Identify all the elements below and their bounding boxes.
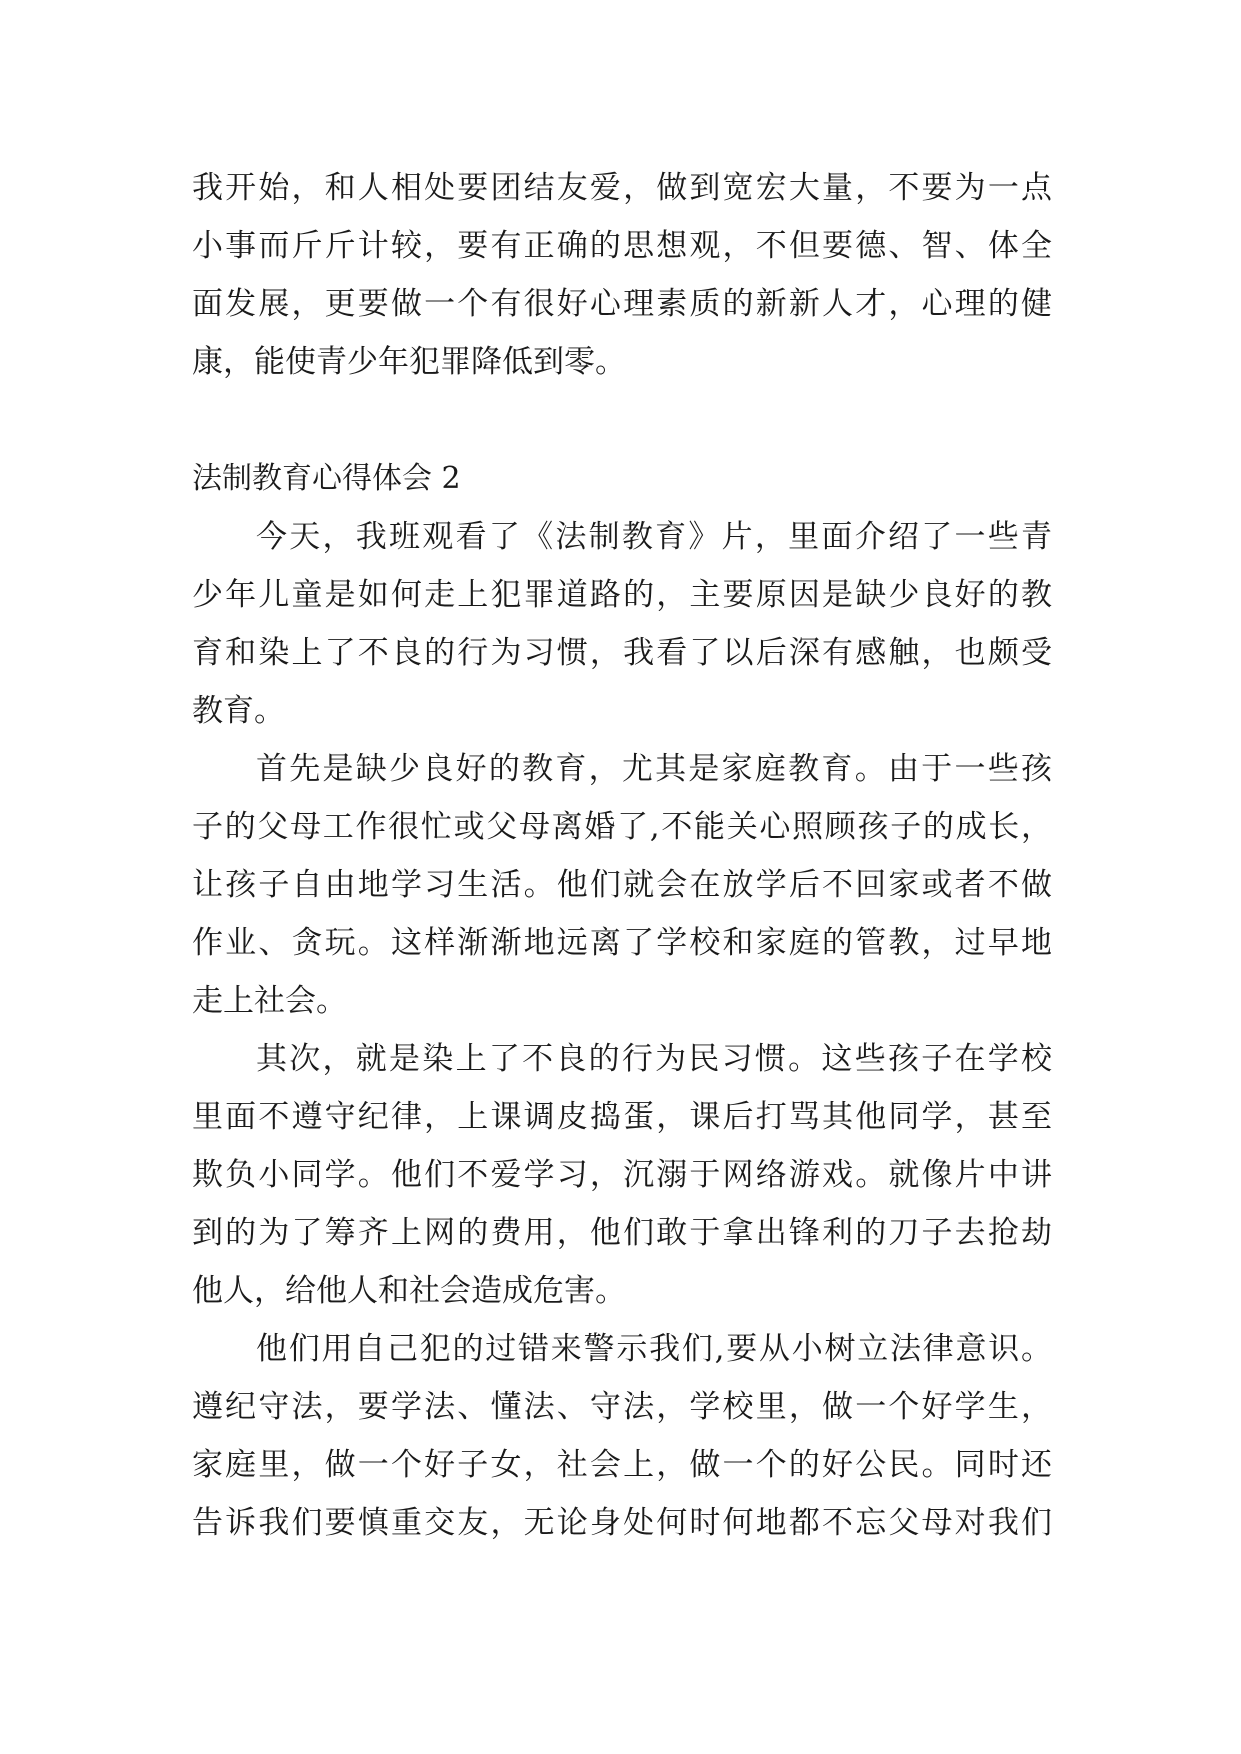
text-line: 遵纪守法，要学法、懂法、守法，学校里，做一个好学生， bbox=[192, 1389, 1052, 1425]
section-heading: 法制教育心得体会 2 bbox=[192, 461, 461, 496]
text-line: 其次，就是染上了不良的行为民习惯。这些孩子在学校 bbox=[256, 1041, 1052, 1077]
text-line: 作业、贪玩。这样渐渐地远离了学校和家庭的管教，过早地 bbox=[192, 925, 1052, 961]
text-line: 小事而斤斤计较，要有正确的思想观，不但要德、智、体全 bbox=[192, 228, 1052, 264]
text-line: 我开始，和人相处要团结友爱，做到宽宏大量，不要为一点 bbox=[192, 170, 1052, 206]
text-line: 欺负小同学。他们不爱学习，沉溺于网络游戏。就像片中讲 bbox=[192, 1157, 1052, 1193]
text-line: 让孩子自由地学习生活。他们就会在放学后不回家或者不做 bbox=[192, 867, 1052, 903]
text-line: 今天，我班观看了《法制教育》片，里面介绍了一些青 bbox=[256, 519, 1052, 555]
text-line: 首先是缺少良好的教育，尤其是家庭教育。由于一些孩 bbox=[256, 751, 1052, 787]
text-line: 育和染上了不良的行为习惯，我看了以后深有感触，也颇受 bbox=[192, 635, 1052, 671]
text-line: 康，能使青少年犯罪降低到零。 bbox=[192, 344, 626, 380]
text-line: 走上社会。 bbox=[192, 983, 347, 1019]
text-line: 教育。 bbox=[192, 693, 285, 729]
text-line: 他们用自己犯的过错来警示我们,要从小树立法律意识。 bbox=[256, 1331, 1052, 1367]
text-line: 里面不遵守纪律，上课调皮捣蛋，课后打骂其他同学，甚至 bbox=[192, 1099, 1052, 1135]
text-line: 子的父母工作很忙或父母离婚了,不能关心照顾孩子的成长， bbox=[192, 809, 1052, 845]
text-line: 家庭里，做一个好子女，社会上，做一个的好公民。同时还 bbox=[192, 1447, 1052, 1483]
text-line: 他人，给他人和社会造成危害。 bbox=[192, 1273, 626, 1309]
text-line: 面发展，更要做一个有很好心理素质的新新人才，心理的健 bbox=[192, 286, 1052, 322]
text-line: 到的为了筹齐上网的费用，他们敢于拿出锋利的刀子去抢劫 bbox=[192, 1215, 1052, 1251]
text-line: 少年儿童是如何走上犯罪道路的，主要原因是缺少良好的教 bbox=[192, 577, 1052, 613]
text-line: 告诉我们要慎重交友，无论身处何时何地都不忘父母对我们 bbox=[192, 1505, 1052, 1541]
